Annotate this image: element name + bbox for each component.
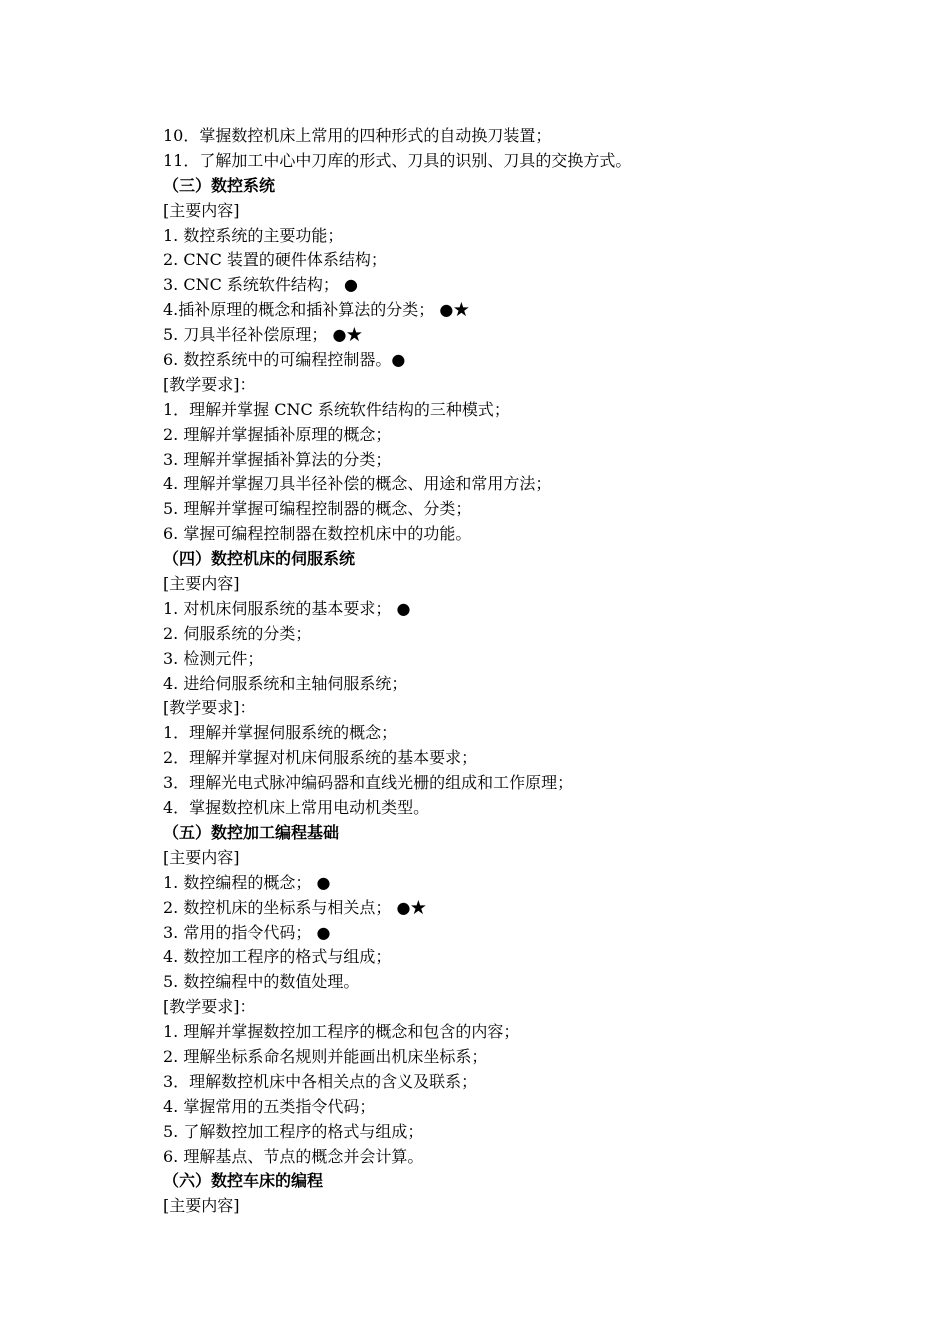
text-line: 2. CNC 装置的硬件体系结构； — [163, 250, 387, 270]
text-line: 5. 理解并掌握可编程控制器的概念、分类； — [163, 499, 472, 519]
text-line: 5. 数控编程中的数值处理。 — [163, 972, 360, 992]
text-line: 2. 伺服系统的分类； — [163, 623, 312, 643]
text-line: 1. 理解并掌握数控加工程序的概念和包含的内容； — [163, 1022, 520, 1042]
text-line: 10．掌握数控机床上常用的四种形式的自动换刀装置； — [163, 126, 552, 145]
section-label: [主要内容] — [163, 1196, 240, 1216]
text-line: 5. 刀具半径补偿原理； ●★ — [163, 325, 363, 345]
section-label: [主要内容] — [163, 200, 240, 220]
text-line: 3．理解光电式脉冲编码器和直线光栅的组成和工作原理； — [163, 773, 574, 793]
text-line: 1．理解并掌握 CNC 系统软件结构的三种模式； — [163, 399, 510, 419]
section-label: [主要内容] — [163, 574, 240, 594]
text-line: 4．掌握数控机床上常用电动机类型。 — [163, 798, 430, 818]
text-line: 1. 对机床伺服系统的基本要求； ● — [163, 598, 411, 618]
text-line: 5. 了解数控加工程序的格式与组成； — [163, 1121, 424, 1141]
text-line: 1. 数控编程的概念； ● — [163, 872, 331, 892]
text-line: 4. 理解并掌握刀具半径补偿的概念、用途和常用方法； — [163, 474, 552, 494]
text-line: 11．了解加工中心中刀库的形式、刀具的识别、刀具的交换方式。 — [163, 150, 632, 170]
text-line: 3. 常用的指令代码； ● — [163, 922, 331, 942]
text-line: 4. 进给伺服系统和主轴伺服系统； — [163, 673, 408, 693]
document-body — [163, 124, 883, 1219]
text-line: 1. 数控系统的主要功能； — [163, 225, 344, 245]
text-line: 2. 数控机床的坐标系与相关点； ●★ — [163, 897, 427, 917]
text-line: 2. 理解并掌握插补原理的概念； — [163, 424, 392, 444]
text-line: 2．理解并掌握对机床伺服系统的基本要求； — [163, 748, 478, 768]
section-label: [教学要求]： — [163, 698, 256, 718]
text-line: 3. CNC 系统软件结构； ● — [163, 275, 358, 295]
section-heading: （五）数控加工编程基础 — [163, 822, 340, 842]
text-line: 6. 掌握可编程控制器在数控机床中的功能。 — [163, 524, 472, 544]
section-heading: （六）数控车床的编程 — [163, 1171, 324, 1191]
section-label: [教学要求]： — [163, 374, 256, 394]
text-line: 6. 理解基点、节点的概念并会计算。 — [163, 1146, 424, 1166]
section-label: [教学要求]： — [163, 997, 256, 1017]
text-line: 6. 数控系统中的可编程控制器。● — [163, 350, 406, 370]
text-line: 4.插补原理的概念和插补算法的分类； ●★ — [163, 300, 470, 320]
text-line: 1．理解并掌握伺服系统的概念； — [163, 723, 398, 743]
text-line: 3. 理解并掌握插补算法的分类； — [163, 449, 392, 469]
section-heading: （三）数控系统 — [163, 175, 276, 195]
text-line: 4. 数控加工程序的格式与组成； — [163, 947, 392, 967]
text-line: 4. 掌握常用的五类指令代码； — [163, 1096, 376, 1116]
text-line: 3．理解数控机床中各相关点的含义及联系； — [163, 1071, 478, 1091]
text-line: 3. 检测元件； — [163, 648, 264, 668]
section-heading: （四）数控机床的伺服系统 — [163, 549, 356, 569]
text-line: 2. 理解坐标系命名规则并能画出机床坐标系； — [163, 1046, 488, 1066]
section-label: [主要内容] — [163, 847, 240, 867]
